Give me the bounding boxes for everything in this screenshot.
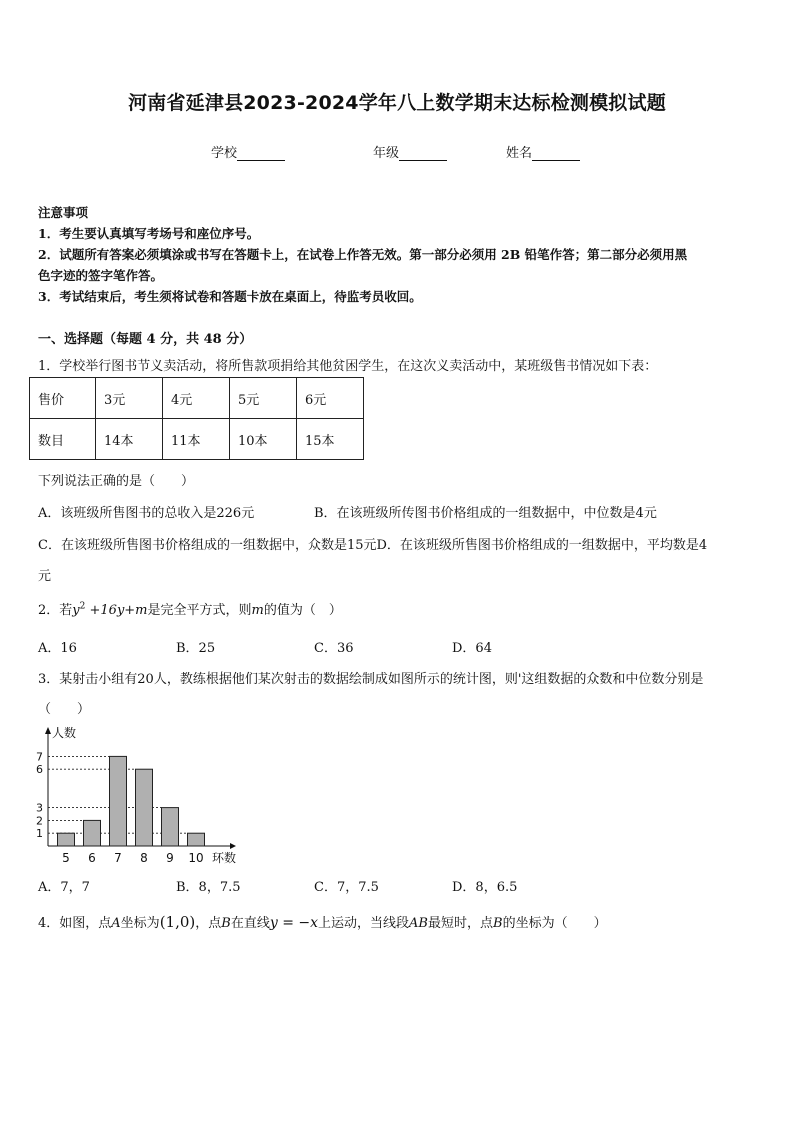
q4-var-b2: B xyxy=(493,916,503,931)
q2-suffix: 的值为（ ） xyxy=(263,603,342,618)
bar xyxy=(162,808,179,846)
table-cell: 6元 xyxy=(297,378,364,419)
q2-mid: 是完全平方式，则 xyxy=(147,603,252,618)
q4-part: ，点 xyxy=(195,916,222,931)
x-tick-label: 10 xyxy=(188,851,204,865)
section-heading: 一、选择题（每题 4 分，共 48 分） xyxy=(38,332,253,347)
grade-blank[interactable] xyxy=(399,146,447,161)
table-cell: 5元 xyxy=(230,378,297,419)
q2-var-y: y xyxy=(72,603,80,618)
table-row xyxy=(30,419,364,460)
q4-part: 最短时，点 xyxy=(427,916,493,931)
q4-line-equation: y = −x xyxy=(269,915,319,931)
q1-option-a[interactable]: A．该班级所售图书的总收入是226元 xyxy=(38,506,255,521)
q2-option-b[interactable]: B．25 xyxy=(176,641,216,656)
y-tick-label: 7 xyxy=(36,750,43,764)
x-tick-label: 9 xyxy=(166,851,174,865)
notice-item: 3．考试结束后，考生须将试卷和答题卡放在桌面上，待监考员收回。 xyxy=(38,289,422,304)
q3-paren: （ ） xyxy=(38,702,91,717)
q4-var-b: B xyxy=(221,916,231,931)
bar xyxy=(188,833,205,846)
x-tick-label: 8 xyxy=(140,851,148,865)
y-axis-label: 人数 xyxy=(52,726,77,740)
y-tick-label: 1 xyxy=(36,827,43,841)
q4-part: 上运动，当线段 xyxy=(318,916,410,931)
grade-label: 年级 xyxy=(373,146,400,161)
q2-option-c[interactable]: C．36 xyxy=(314,641,354,656)
sales-table xyxy=(29,377,364,460)
q3-option-b[interactable]: B．8，7.5 xyxy=(176,880,241,895)
table-cell: 数目 xyxy=(30,419,96,460)
school-label: 学校 xyxy=(211,146,238,161)
q4-part: 的坐标为（ ） xyxy=(502,916,607,931)
bar xyxy=(58,833,75,846)
bar xyxy=(110,756,127,846)
y-axis-arrow xyxy=(45,727,51,734)
notice-item: 1．考生要认真填写考场号和座位序号。 xyxy=(38,226,260,241)
table-cell: 11本 xyxy=(163,419,230,460)
name-blank[interactable] xyxy=(532,146,580,161)
notice-heading: 注意事项 xyxy=(38,205,89,220)
school-blank[interactable] xyxy=(237,146,285,161)
q2-prefix: 2．若 xyxy=(38,603,73,618)
q1-option-c-d[interactable]: C．在该班级所售图书价格组成的一组数据中，众数是15元D．在该班级所售图书价格组成的一组数据中，平均数是4 xyxy=(38,538,708,553)
notice-item: 2．试题所有答案必须填涂或书写在答题卡上，在试卷上作答无效。第一部分必须用 2B 铅笔作答；第二部分必须用黑 xyxy=(38,247,688,262)
q2-option-a[interactable]: A．16 xyxy=(38,641,77,656)
q3-option-d[interactable]: D．8，6.5 xyxy=(452,880,518,895)
q4-part: 4．如图，点 xyxy=(38,916,112,931)
bar xyxy=(84,820,101,846)
name-label: 姓名 xyxy=(506,146,533,161)
y-tick-label: 3 xyxy=(36,801,43,815)
q4-segment: AB xyxy=(409,916,428,931)
q3-option-a[interactable]: A．7，7 xyxy=(38,880,90,895)
school-field xyxy=(211,142,285,161)
q2-expr-rest: +16y+m xyxy=(85,603,148,618)
x-axis-arrow xyxy=(230,843,236,849)
q1-prompt: 下列说法正确的是（ ） xyxy=(38,474,195,489)
q2-option-d[interactable]: D．64 xyxy=(452,641,492,656)
q3-option-c[interactable]: C．7，7.5 xyxy=(314,880,379,895)
q1-stem: 1．学校举行图书节义卖活动，将所售款项捐给其他贫困学生，在这次义卖活动中，某班级售书情况如下表： xyxy=(38,359,658,374)
q4-var-a: A xyxy=(111,916,121,931)
q4-stem xyxy=(38,912,607,931)
table-cell: 4元 xyxy=(163,378,230,419)
q1-option-d-tail: 元 xyxy=(38,569,52,584)
x-tick-label: 5 xyxy=(62,851,70,865)
page-title: 河南省延津县2023-2024学年八上数学期末达标检测模拟试题 xyxy=(128,92,666,114)
table-cell: 10本 xyxy=(230,419,297,460)
x-axis-label: 环数 xyxy=(212,851,237,865)
table-cell: 14本 xyxy=(96,419,163,460)
q4-coordinate: (1,0) xyxy=(159,913,196,931)
q1-option-b[interactable]: B．在该班级所传图书价格组成的一组数据中，中位数是4元 xyxy=(314,506,657,521)
q4-part: 坐标为 xyxy=(120,916,160,931)
grade-field xyxy=(373,142,447,161)
q2-var-m: m xyxy=(251,603,264,618)
x-tick-label: 7 xyxy=(114,851,122,865)
bar-chart xyxy=(30,722,250,870)
q2-stem xyxy=(38,599,342,618)
table-row xyxy=(30,378,364,419)
bar xyxy=(136,769,153,846)
table-cell: 15本 xyxy=(297,419,364,460)
notice-item: 色字迹的签字笔作答。 xyxy=(38,268,164,283)
table-cell: 3元 xyxy=(96,378,163,419)
q4-part: 在直线 xyxy=(230,916,270,931)
x-tick-label: 6 xyxy=(88,851,96,865)
table-cell: 售价 xyxy=(30,378,96,419)
y-tick-label: 6 xyxy=(36,763,43,777)
q2-exponent: 2 xyxy=(79,601,86,612)
y-tick-label: 2 xyxy=(36,814,43,828)
name-field xyxy=(506,142,580,161)
q3-stem: 3．某射击小组有20人，教练根据他们某次射击的数据绘制成如图所示的统计图，则'这组数据的众数和中位数分别是 xyxy=(38,672,704,687)
